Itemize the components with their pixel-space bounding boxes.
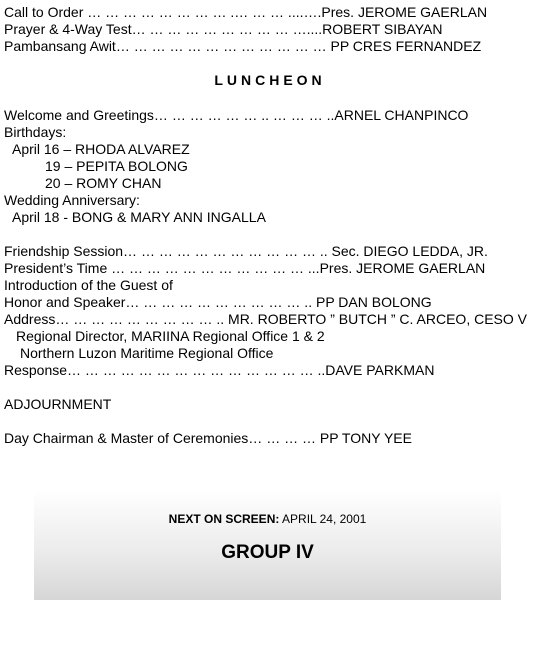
- anthem-line: Pambansang Awit… … … … … … … … … … … … PP CRES FERNANDEZ: [4, 38, 482, 54]
- prayer-line: Prayer & 4-Way Test… … … … … … … … … …....ROBERT SIBAYAN: [4, 21, 443, 37]
- birthdays-label: Birthdays:: [4, 124, 67, 140]
- birthday-item: April 16 – RHODA ALVAREZ: [12, 141, 190, 157]
- address-line: Address… … … … … … … … … .. MR. ROBERTO ” BUTCH ” C. ARCEO, CESO V: [4, 311, 527, 327]
- luncheon-heading: LUNCHEON: [214, 72, 326, 88]
- next-on-screen-date: APRIL 24, 2001: [279, 512, 367, 526]
- next-on-screen-label: NEXT ON SCREEN:: [168, 512, 280, 526]
- anniversary-item: April 18 - BONG & MARY ANN INGALLA: [12, 209, 266, 225]
- day-chairman-line: Day Chairman & Master of Ceremonies… … … … PP TONY YEE: [4, 430, 412, 446]
- adjournment-line: ADJOURNMENT: [4, 396, 112, 412]
- next-on-screen-banner: [34, 490, 501, 600]
- birthday-item: 19 – PEPITA BOLONG: [45, 158, 188, 174]
- anniversary-label: Wedding Anniversary:: [4, 192, 140, 208]
- address-title-line: Regional Director, MARIINA Regional Office 1 & 2: [16, 328, 325, 344]
- presidents-time-line: President’s Time … … … … … … … … … … … ...Pres. JEROME GAERLAN: [4, 260, 486, 276]
- group-title: GROUP IV: [221, 542, 314, 563]
- call-to-order-line: Call to Order … … … … … … … … .… … … ....….Pres. JEROME GAERLAN: [4, 4, 488, 20]
- response-line: Response… … … … … … … … … … … … … … ..DAVE PARKMAN: [4, 362, 435, 378]
- birthday-item: 20 – ROMY CHAN: [45, 175, 162, 191]
- introduction-line: Introduction of the Guest of: [4, 277, 173, 293]
- introduction-speaker-line: Honor and Speaker… … … … … … … … … … .. PP DAN BOLONG: [4, 294, 432, 310]
- welcome-line: Welcome and Greetings… … … … … … .. … … … ..ARNEL CHANPINCO: [4, 107, 469, 123]
- address-title-line: Northern Luzon Maritime Regional Office: [20, 345, 274, 361]
- friendship-line: Friendship Session… … … … … … … … … … … .. Sec. DIEGO LEDDA, JR.: [4, 243, 488, 259]
- next-on-screen-text: [34, 512, 501, 526]
